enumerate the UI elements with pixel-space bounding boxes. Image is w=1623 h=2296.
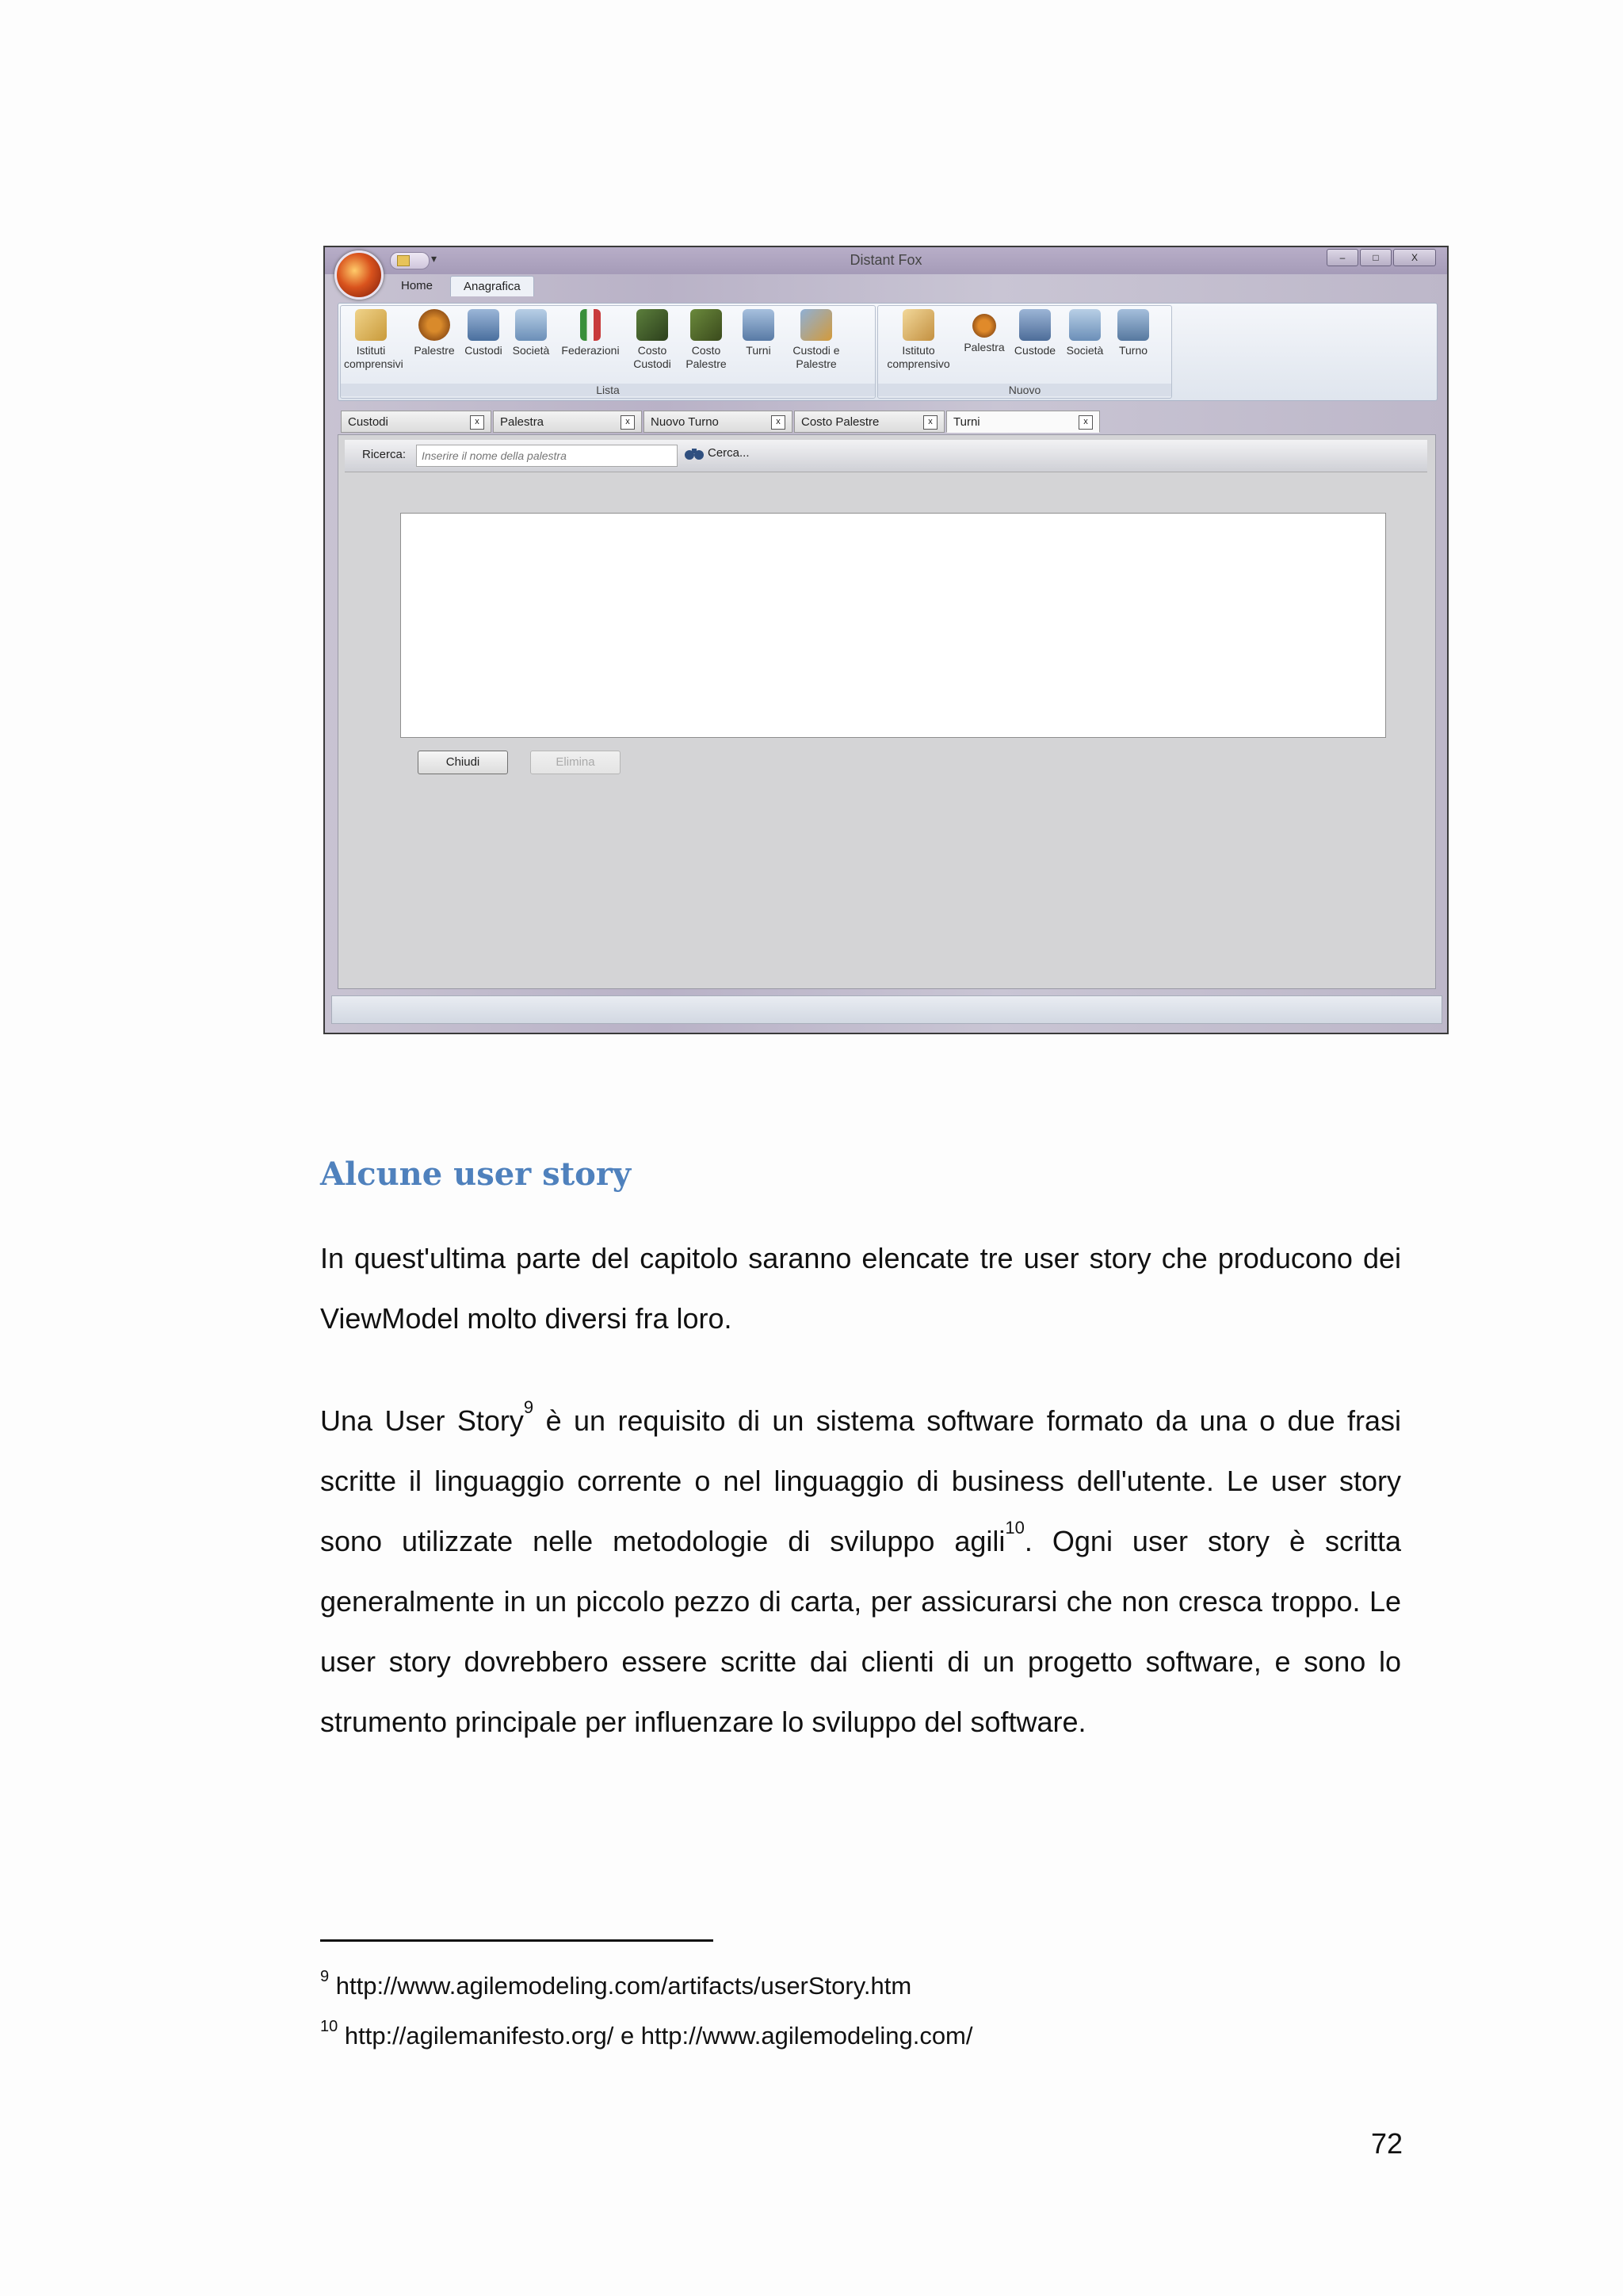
search-bar — [345, 440, 1427, 472]
close-tab-icon[interactable]: x — [470, 415, 484, 430]
ribbon-button-costo-palestre[interactable]: Costo Palestre — [680, 309, 732, 371]
footnote-10: $^{10}$ http://agilemanifesto.org/ e http://www.agilemodeling.com/ — [320, 2018, 973, 2050]
paragraph-user-story: Una User Story$^9$ è un requisito di un sistema software formato da una o due frasi scritte il linguaggio corrente o nel linguaggio di business dell'utente. Le user story sono utilizzate nelle metodologie di sviluppo agili$^{10}$. Ogni user story è scritta generalmente in un piccolo pezzo di carta, per assicurarsi che non cresca troppo. Le user story dovrebbero essere scritte dai clienti di un progetto software, e sono lo strumento principale per influenzare lo sviluppo del software. — [320, 1397, 1402, 1738]
doc-tab-custodi[interactable]: Custodi x — [341, 411, 491, 433]
content-panel — [338, 434, 1436, 989]
minimize-button[interactable]: – — [1327, 249, 1358, 266]
search-input[interactable] — [416, 445, 678, 467]
doc-tab-nuovo-turno[interactable]: Nuovo Turno x — [643, 411, 792, 433]
ribbon-button-new-societa[interactable]: Società — [1062, 309, 1108, 357]
ribbon-button-custodi[interactable]: Custodi — [461, 309, 506, 357]
ribbon-group-nuovo — [877, 305, 1172, 399]
ribbon-button-federazioni[interactable]: Federazioni — [556, 309, 624, 357]
ribbon-button-new-turno[interactable]: Turno — [1111, 309, 1155, 357]
ribbon-button-turni[interactable]: Turni — [737, 309, 780, 357]
doc-tab-turni[interactable]: Turni x — [946, 411, 1100, 433]
tab-anagrafica[interactable]: Anagrafica — [450, 276, 534, 296]
new-society-icon — [1069, 309, 1101, 341]
custodian-list-icon — [468, 309, 499, 341]
footnote-separator — [320, 1939, 713, 1942]
paragraph-intro: In quest'ultima parte del capitolo saranno elencate tre user story che producono dei ViewModel molto diversi fra loro. — [320, 1242, 1401, 1335]
society-list-icon — [515, 309, 547, 341]
ribbon-button-istituti[interactable]: Istituti comprensivi — [344, 309, 398, 371]
ribbon-button-custodi-palestre[interactable]: Custodi e Palestre — [786, 309, 846, 371]
ribbon-button-costo-custodi[interactable]: Costo Custodi — [628, 309, 677, 371]
footnote-ref-9[interactable]: 9 — [523, 1397, 534, 1417]
doc-tab-palestra[interactable]: Palestra x — [493, 411, 642, 433]
close-tab-icon[interactable]: x — [1079, 415, 1093, 430]
tab-home[interactable]: Home — [401, 279, 433, 292]
custodian-gym-icon — [800, 309, 832, 341]
ribbon-button-new-istituto[interactable]: Istituto comprensivo — [883, 309, 954, 371]
close-tab-icon[interactable]: x — [923, 415, 938, 430]
shifts-icon — [743, 309, 774, 341]
window-title: Distant Fox — [850, 252, 922, 268]
search-label: Ricerca: — [362, 448, 407, 461]
ribbon — [338, 303, 1438, 401]
footnote-ref-10[interactable]: 10 — [1005, 1518, 1025, 1538]
close-button[interactable]: Chiudi — [418, 751, 508, 774]
new-custodian-icon — [1019, 309, 1051, 341]
footnote-9: $^9$ http://www.agilemodeling.com/artifacts/userStory.htm — [320, 1968, 912, 2000]
page-number: 72 — [1370, 2127, 1403, 2160]
close-tab-icon[interactable]: x — [621, 415, 635, 430]
application-menu-orb[interactable] — [334, 250, 384, 300]
new-shift-icon — [1117, 309, 1149, 341]
folder-icon — [397, 255, 410, 266]
quick-access-toolbar[interactable] — [390, 252, 430, 269]
chevron-down-icon[interactable]: ▾ — [431, 252, 437, 265]
custodian-cost-icon — [636, 309, 668, 341]
status-bar — [331, 995, 1442, 1024]
app-window-screenshot — [323, 246, 1449, 1034]
ribbon-button-palestre[interactable]: Palestre — [411, 309, 458, 357]
delete-button[interactable]: Elimina — [530, 751, 621, 774]
close-tab-icon[interactable]: x — [771, 415, 785, 430]
group-label-lista: Lista — [341, 384, 875, 396]
federation-icon — [580, 309, 601, 341]
new-gym-icon — [972, 314, 996, 338]
new-school-icon — [903, 309, 934, 341]
gym-list-icon — [418, 309, 450, 341]
close-window-button[interactable]: X — [1393, 249, 1436, 266]
doc-tab-costo-palestre[interactable]: Costo Palestre x — [794, 411, 945, 433]
ribbon-button-societa[interactable]: Società — [509, 309, 553, 357]
search-button[interactable]: Cerca... — [684, 446, 750, 460]
binoculars-icon — [684, 446, 705, 460]
results-list[interactable] — [400, 513, 1386, 738]
ribbon-button-new-custode[interactable]: Custode — [1011, 309, 1059, 357]
school-list-icon — [355, 309, 387, 341]
gym-cost-icon — [690, 309, 722, 341]
ribbon-button-new-palestra[interactable]: Palestra — [960, 309, 1008, 354]
ribbon-group-lista — [340, 305, 876, 399]
maximize-button[interactable]: □ — [1360, 249, 1392, 266]
group-label-nuovo: Nuovo — [878, 384, 1171, 396]
title-bar — [325, 247, 1447, 274]
section-heading: Alcune user story — [320, 1156, 632, 1193]
